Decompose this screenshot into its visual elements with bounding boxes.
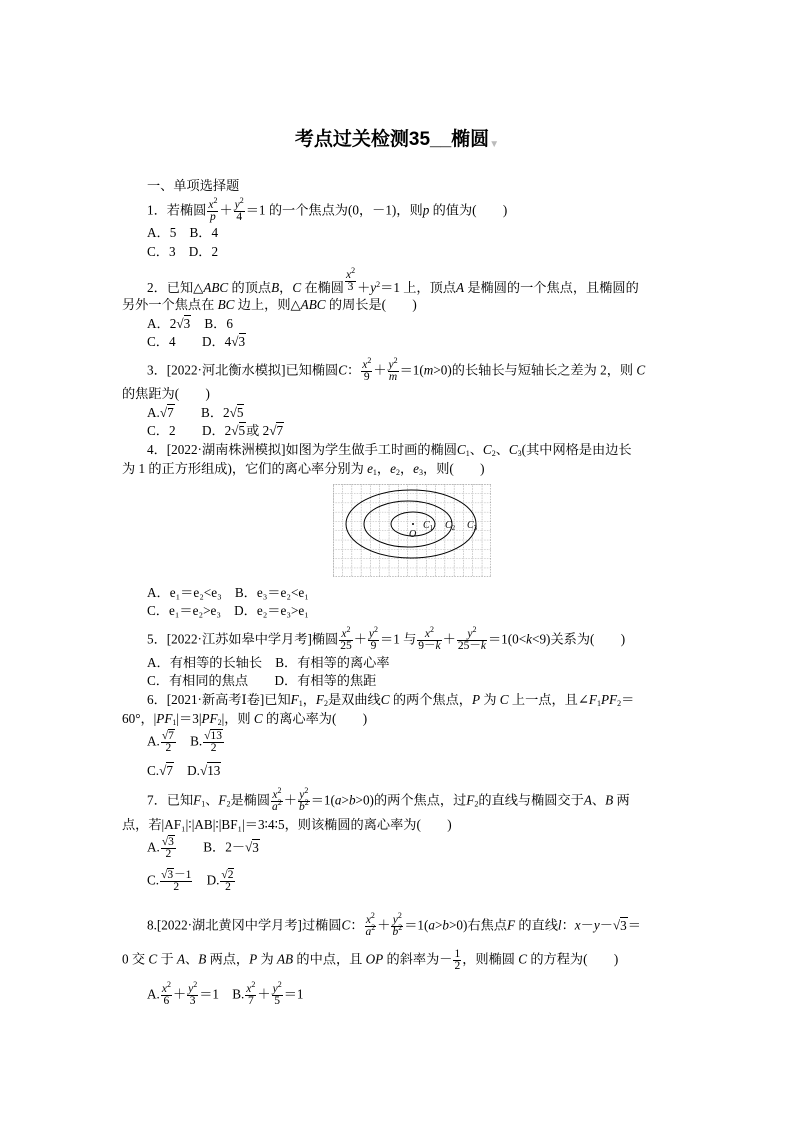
dropdown-triangle-icon: ▼ [489, 139, 500, 150]
label-c3: $C_3$ [467, 520, 478, 532]
q5-options-ab: A．有相等的长轴长 B．有相等的离心率 [147, 655, 390, 670]
q1-options-ab: A．5 B．4 [147, 225, 219, 240]
question-2-line2: 另外一个焦点在 BC 边上，则△ABC 的周长是( ) [122, 297, 417, 312]
question-8-line2: 0 交 C 于 A、B 两点，P 为 AB 的中点，且 OP 的斜率为－ $\frac{1}{2}$ ，则椭圆 C 的方程为( ) [122, 948, 619, 972]
question-4: 4．[2022·湖南株洲模拟]如图为学生做手工时画的椭圆$C_1$、$C_2$、$C_3$(其中网格是由边长 [147, 442, 632, 458]
q7-options-ab: A. $\frac{√3}{2}$ B．2－√3 [147, 836, 259, 860]
q3-options-ab: A.√7 B．2√5 [147, 405, 244, 420]
origin-point [412, 523, 414, 525]
question-3-line2: 的焦距为( ) [122, 386, 210, 401]
question-2: 2．已知△ABC 的顶点B，C 在椭圆 $\frac{x^2}{3}$ $+y^2=1$ 上，顶点A 是椭圆的一个焦点，且椭圆的 [147, 266, 639, 295]
q6-options-cd: C.√7 D.√13 [147, 763, 221, 778]
label-c2: $C_2$ [445, 520, 456, 532]
page-title: 考点过关检测35__椭圆▼ [294, 129, 500, 150]
question-6: 6．[2021·新高考Ⅰ卷]已知$F_1$，$F_2$是双曲线C 的两个焦点，P 为 C 上一点，且$\angle F_1PF_2=$ [147, 692, 635, 708]
q4-options-ab: A．e₁＝e₂<e₃ B．e₃＝e₂<e₁ [147, 585, 309, 600]
label-c1: $C_1$ [423, 520, 434, 532]
question-7: 7．已知$F_1$、$F_2$是椭圆 $\frac{x^2}{a^2}$ ＋ $\frac{y^2}{b^2}$ ＝1(a>b>0)的两个焦点，过$F_2$的直线与椭圆交于A、B 两 [147, 786, 630, 813]
q2-options-ab: A．2√3 B．6 [147, 316, 233, 331]
q6-options-ab: A. $\frac{√7}{2}$ B. $\frac{√13}{2}$ [147, 730, 222, 754]
question-7-line2: 点，若|AF₁|∶|AB|∶|BF₁|＝3∶4∶5，则该椭圆的离心率为( ) [122, 817, 452, 832]
ellipse-grid-figure [333, 484, 491, 577]
question-3: 3．[2022·河北衡水模拟]已知椭圆C： $\frac{x^2}{9}$ ＋ $\frac{y^2}{m}$ ＝1(m>0)的长轴长与短轴长之差为 2，则 C [147, 356, 646, 383]
q2-options-cd: C．4 D．4√3 [147, 334, 246, 349]
question-1: 1．若椭圆 $\frac{x^2}{p}$ ＋ $\frac{y^2}{4}$ ＝1 的一个焦点为(0，－1)，则p 的值为( ) [147, 196, 508, 223]
question-4-line2: 为 1 的正方形组成)，它们的离心率分别为 $e_1$，$e_2$，$e_3$，则( ) [122, 461, 485, 477]
question-8: 8.[2022·湖北黄冈中学月考]过椭圆C： $\frac{x^2}{a^2}$ ＋ $\frac{y^2}{b^2}$ ＝1(a>b>0)右焦点F 的直线l：x－y－√3＝ [147, 911, 641, 938]
q1-options-cd: C．3 D．2 [147, 244, 219, 259]
q5-options-cd: C．有相同的焦点 D．有相等的焦距 [147, 673, 377, 688]
q7-options-cd: C. $\frac{√3-1}{2}$ D. $\frac{√2}{2}$ [147, 869, 234, 893]
question-6-line2: 60°，$|PF_1|=3|PF_2|$，则 C 的离心率为( ) [122, 711, 368, 727]
question-5: 5．[2022·江苏如皋中学月考]椭圆 $\frac{x^2}{25}$ ＋ $\frac{y^2}{9}$ ＝1 与 $\frac{x^2}{9-k}$ ＋ $\frac{y^2}{25-k}$ ＝1(0<k<9)关系为( ) [147, 625, 626, 652]
q8-options-ab: A. $\frac{x^2}{6}$ ＋ $\frac{y^2}{3}$ ＝1 B. $\frac{x^2}{7}$ ＋ $\frac{y^2}{5}$ ＝1 [147, 980, 304, 1007]
q3-options-cd: C．2 D．2√5或 2√7 [147, 423, 284, 438]
origin-label: O [409, 529, 417, 540]
section-heading: 一、单项选择题 [147, 178, 240, 193]
q4-options-cd: C．e₁＝e₂>e₃ D．e₂＝e₃>e₁ [147, 603, 309, 618]
